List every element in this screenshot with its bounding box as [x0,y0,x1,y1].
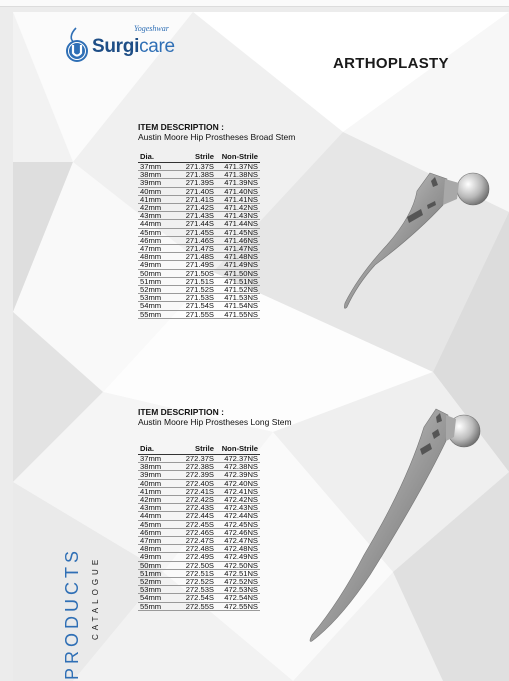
surgicare-logo [64,26,214,68]
cell-dia: 47mm [138,245,176,253]
table-header-row [138,151,260,163]
broad-stem-implant-image [335,165,495,315]
cell-non-strile-code: 472.48NS [216,545,260,553]
cell-strile-code: 271.54S [176,302,216,310]
cell-strile-code: 272.51S [176,569,216,577]
viewer-top-bar [0,0,509,7]
cell-strile-code: 272.40S [176,479,216,487]
table-row [138,302,260,310]
table-row [138,220,260,228]
cell-dia: 43mm [138,212,176,220]
logo-u-icon [64,26,94,66]
table-row [138,553,260,561]
cell-dia: 52mm [138,286,176,294]
cell-non-strile-code: 471.54NS [216,302,260,310]
cell-dia: 54mm [138,594,176,602]
cell-dia: 50mm [138,561,176,569]
cell-dia: 41mm [138,195,176,203]
cell-non-strile-code: 471.42NS [216,204,260,212]
long-stem-implant-image [300,405,490,645]
cell-non-strile-code: 472.40NS [216,479,260,487]
cell-non-strile-code: 471.41NS [216,195,260,203]
item-description-text-1: Austin Moore Hip Prostheses Broad Stem [138,132,296,142]
cell-dia: 55mm [138,602,176,610]
cell-dia: 53mm [138,586,176,594]
cell-strile-code: 272.52S [176,578,216,586]
cell-dia: 46mm [138,528,176,536]
cell-non-strile-code: 471.51NS [216,277,260,285]
cell-dia: 40mm [138,187,176,195]
spec-table-long-stem [138,443,260,611]
cell-non-strile-code: 472.45NS [216,520,260,528]
cell-strile-code: 272.45S [176,520,216,528]
cell-dia: 49mm [138,261,176,269]
logo-name-main: Surgi [92,36,140,57]
cell-strile-code: 272.39S [176,471,216,479]
cell-non-strile-code: 472.49NS [216,553,260,561]
cell-dia: 38mm [138,171,176,179]
cell-dia: 38mm [138,463,176,471]
cell-strile-code: 271.53S [176,294,216,302]
logo-name-accent: care [139,36,175,57]
cell-strile-code: 272.37S [176,455,216,463]
cell-strile-code: 271.40S [176,187,216,195]
cell-dia: 37mm [138,455,176,463]
cell-non-strile-code: 471.55NS [216,310,260,318]
cell-dia: 41mm [138,487,176,495]
cell-non-strile-code: 472.51NS [216,569,260,577]
cell-strile-code: 271.45S [176,228,216,236]
item-description-label-1: ITEM DESCRIPTION : [138,122,224,132]
cell-non-strile-code: 472.39NS [216,471,260,479]
column-header-non-strile: Non-Strile [216,151,260,163]
cell-strile-code: 272.43S [176,504,216,512]
cell-strile-code: 271.52S [176,286,216,294]
cell-strile-code: 272.46S [176,528,216,536]
table-row [138,179,260,187]
cell-strile-code: 271.44S [176,220,216,228]
cell-strile-code: 272.49S [176,553,216,561]
spec-table-broad-stem [138,151,260,319]
side-label-catalogue: CATALOGUE [91,555,100,640]
cell-strile-code: 271.48S [176,253,216,261]
cell-non-strile-code: 471.53NS [216,294,260,302]
cell-dia: 54mm [138,302,176,310]
cell-dia: 48mm [138,253,176,261]
cell-strile-code: 272.44S [176,512,216,520]
cell-non-strile-code: 472.55NS [216,602,260,610]
cell-non-strile-code: 472.38NS [216,463,260,471]
cell-strile-code: 272.53S [176,586,216,594]
cell-dia: 42mm [138,496,176,504]
cell-dia: 50mm [138,269,176,277]
cell-non-strile-code: 471.40NS [216,187,260,195]
cell-dia: 43mm [138,504,176,512]
cell-strile-code: 272.54S [176,594,216,602]
cell-strile-code: 272.41S [176,487,216,495]
cell-dia: 37mm [138,163,176,171]
cell-dia: 40mm [138,479,176,487]
cell-dia: 48mm [138,545,176,553]
logo-script-text: Yogeshwar [134,24,169,33]
cell-non-strile-code: 472.46NS [216,528,260,536]
cell-dia: 45mm [138,228,176,236]
cell-dia: 46mm [138,236,176,244]
cell-non-strile-code: 472.44NS [216,512,260,520]
cell-strile-code: 271.51S [176,277,216,285]
cell-strile-code: 272.50S [176,561,216,569]
table-row [138,594,260,602]
cell-strile-code: 271.55S [176,310,216,318]
column-header-dia: Dia. [138,151,176,163]
cell-strile-code: 271.39S [176,179,216,187]
cell-dia: 44mm [138,220,176,228]
cell-non-strile-code: 472.42NS [216,496,260,504]
table-row [138,602,260,610]
cell-dia: 52mm [138,578,176,586]
cell-strile-code: 271.42S [176,204,216,212]
cell-non-strile-code: 471.46NS [216,236,260,244]
cell-dia: 51mm [138,277,176,285]
cell-strile-code: 271.46S [176,236,216,244]
cell-non-strile-code: 471.50NS [216,269,260,277]
cell-non-strile-code: 471.47NS [216,245,260,253]
cell-non-strile-code: 472.41NS [216,487,260,495]
cell-strile-code: 271.38S [176,171,216,179]
column-header-dia: Dia. [138,443,176,455]
cell-non-strile-code: 472.54NS [216,594,260,602]
cell-non-strile-code: 471.43NS [216,212,260,220]
cell-non-strile-code: 472.50NS [216,561,260,569]
item-description-label-2: ITEM DESCRIPTION : [138,407,224,417]
logo-wordmark [92,36,175,58]
cell-strile-code: 271.43S [176,212,216,220]
table-row [138,471,260,479]
cell-strile-code: 272.47S [176,537,216,545]
cell-dia: 47mm [138,537,176,545]
cell-non-strile-code: 471.52NS [216,286,260,294]
table-header-row [138,443,260,455]
column-header-strile: Strile [176,443,216,455]
cell-dia: 39mm [138,471,176,479]
cell-non-strile-code: 472.53NS [216,586,260,594]
cell-non-strile-code: 472.47NS [216,537,260,545]
column-header-non-strile: Non-Strile [216,443,260,455]
cell-strile-code: 272.55S [176,602,216,610]
column-header-strile: Strile [176,151,216,163]
cell-strile-code: 271.49S [176,261,216,269]
cell-dia: 45mm [138,520,176,528]
cell-dia: 55mm [138,310,176,318]
side-label-products: PRODUCTS [62,546,82,680]
table-row [138,512,260,520]
cell-strile-code: 272.48S [176,545,216,553]
cell-dia: 53mm [138,294,176,302]
cell-non-strile-code: 472.37NS [216,455,260,463]
cell-non-strile-code: 471.45NS [216,228,260,236]
cell-non-strile-code: 471.39NS [216,179,260,187]
cell-strile-code: 271.50S [176,269,216,277]
cell-dia: 39mm [138,179,176,187]
cell-strile-code: 271.47S [176,245,216,253]
cell-dia: 44mm [138,512,176,520]
cell-non-strile-code: 471.48NS [216,253,260,261]
section-title: ARTHOPLASTY [333,55,449,72]
cell-non-strile-code: 472.43NS [216,504,260,512]
cell-non-strile-code: 471.49NS [216,261,260,269]
item-description-text-2: Austin Moore Hip Prostheses Long Stem [138,417,292,427]
cell-dia: 49mm [138,553,176,561]
cell-strile-code: 272.38S [176,463,216,471]
cell-dia: 42mm [138,204,176,212]
cell-non-strile-code: 471.44NS [216,220,260,228]
cell-dia: 51mm [138,569,176,577]
cell-strile-code: 271.41S [176,195,216,203]
cell-non-strile-code: 471.37NS [216,163,260,171]
cell-strile-code: 271.37S [176,163,216,171]
cell-non-strile-code: 472.52NS [216,578,260,586]
table-row [138,261,260,269]
cell-strile-code: 272.42S [176,496,216,504]
table-row [138,310,260,318]
cell-non-strile-code: 471.38NS [216,171,260,179]
